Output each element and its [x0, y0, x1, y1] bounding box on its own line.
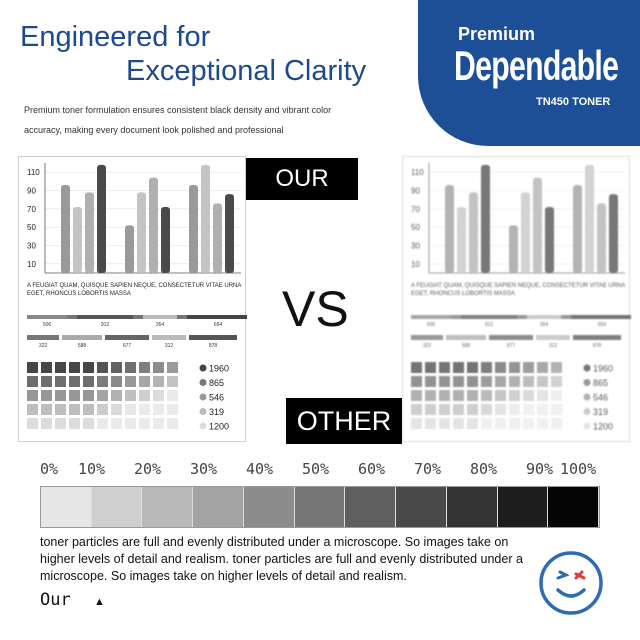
swatch-cell	[425, 362, 436, 373]
swatch-cell	[495, 362, 506, 373]
swatch-cell	[551, 418, 562, 429]
brand-name: Dependable	[454, 42, 619, 89]
swatch-cell	[97, 418, 108, 429]
swatch-cell	[509, 390, 520, 401]
swatch-cell	[509, 404, 520, 415]
percent-label: 30%	[190, 460, 218, 478]
progress-segment	[187, 315, 247, 319]
gray-swatch	[244, 487, 295, 527]
chart-bar	[73, 207, 82, 273]
swatch-cell	[41, 376, 52, 387]
swatch-cell	[509, 376, 520, 387]
swatch-cell	[495, 418, 506, 429]
swatch-cell	[111, 418, 122, 429]
legend-label: 546	[593, 392, 609, 403]
swatch-cell	[481, 418, 492, 429]
progress-segment	[27, 335, 59, 340]
legend-label: 1960	[209, 363, 230, 374]
swatch-cell	[111, 376, 122, 387]
swatch-cell	[411, 390, 422, 401]
brand-model: TN450 TONER	[536, 96, 611, 108]
swatch-cell	[27, 390, 38, 401]
swatch-cell	[467, 418, 478, 429]
segment-label: 912	[484, 322, 494, 328]
chart-bar	[545, 207, 554, 273]
segment-label: 312	[164, 343, 174, 349]
brand-premium: Premium	[458, 24, 536, 44]
swatch-cell	[55, 404, 66, 415]
swatch-cell	[551, 390, 562, 401]
our-print-sample	[18, 156, 246, 442]
progress-segment	[461, 315, 517, 319]
legend-label: 546	[209, 392, 225, 403]
print-sample-graphic	[403, 157, 631, 443]
chart-bar	[597, 203, 606, 273]
segment-label: 588	[461, 343, 471, 349]
sample-caption: A FEUGIAT QUAM, QUISQUE SAPIEN NEQUE, CONSECTETUR VITAE URNA EGET, RHONCUS LOBORTIS MASSA	[411, 283, 626, 297]
swatch-cell	[111, 390, 122, 401]
swatch-cell	[439, 376, 450, 387]
percent-label: 100%	[560, 460, 597, 478]
swatch-cell	[467, 390, 478, 401]
swatch-cell	[523, 404, 534, 415]
swatch-cell	[481, 362, 492, 373]
swatch-cell	[481, 390, 492, 401]
swatch-cell	[523, 362, 534, 373]
chart-bar	[201, 165, 210, 273]
percent-label: 40%	[246, 460, 274, 478]
swatch-cell	[523, 390, 534, 401]
headline	[20, 20, 400, 88]
y-tick-label: 70	[411, 204, 420, 214]
swatch-cell	[439, 404, 450, 415]
swatch-cell	[495, 376, 506, 387]
progress-segment	[536, 335, 570, 340]
description: toner particles are full and evenly distributed under a microscope. So images take on higher levels of detail and realism. toner particles are full and evenly distributed under a microscope. So images take on higher levels of detail and realism.	[40, 535, 523, 583]
swatch-cell	[537, 418, 548, 429]
subtext: Premium toner formulation ensures consistent black density and vibrant color accuracy, making every document look polished and professional	[24, 105, 332, 135]
swatch-cell	[167, 390, 178, 401]
chart-bar	[125, 225, 134, 273]
swatch-cell	[167, 404, 178, 415]
swatch-cell	[153, 390, 164, 401]
swatch-cell	[69, 362, 80, 373]
swatch-cell	[55, 418, 66, 429]
segment-label: 322	[38, 343, 48, 349]
swatch-cell	[83, 418, 94, 429]
segment-label: 654	[213, 322, 223, 328]
percent-labels	[40, 460, 600, 480]
swatch-cell	[467, 404, 478, 415]
gray-swatch	[295, 487, 346, 527]
swatch-cell	[97, 404, 108, 415]
legend-label: 319	[209, 407, 225, 417]
chart-bar	[469, 192, 478, 273]
progress-segment	[27, 315, 67, 319]
swatch-cell	[481, 376, 492, 387]
chart-bar	[509, 225, 518, 273]
swatch-cell	[41, 390, 52, 401]
chart-bar	[97, 165, 106, 273]
swatch-cell	[453, 376, 464, 387]
y-tick-label: 110	[411, 168, 424, 178]
chart-bar	[61, 185, 70, 273]
chart-bar	[457, 207, 466, 273]
legend-dot	[200, 423, 207, 430]
y-tick-label: 90	[27, 186, 36, 196]
chart-bar	[573, 185, 582, 273]
progress-segment	[527, 315, 561, 319]
chart-bar	[521, 192, 530, 273]
segment-label: 878	[208, 343, 218, 349]
segment-label: 322	[422, 343, 432, 349]
progress-segment	[62, 335, 102, 340]
swatch-cell	[439, 390, 450, 401]
segment-label: 588	[77, 343, 87, 349]
progress-segment	[573, 335, 621, 340]
swatch-cell	[425, 418, 436, 429]
swatch-cell	[153, 418, 164, 429]
swatch-cell	[27, 376, 38, 387]
swatch-cell	[411, 404, 422, 415]
swatch-cell	[139, 376, 150, 387]
progress-segment	[411, 315, 451, 319]
segment-label: 312	[548, 343, 558, 349]
footer-our: Our	[40, 590, 71, 610]
swatch-cell	[97, 376, 108, 387]
y-tick-label: 50	[411, 223, 420, 233]
y-tick-label: 90	[411, 186, 420, 196]
y-tick-label: 10	[27, 259, 36, 269]
segment-label: 912	[100, 322, 110, 328]
y-tick-label: 110	[27, 168, 40, 178]
chart-bar	[445, 185, 454, 273]
percent-label: 80%	[470, 460, 498, 478]
progress-segment	[571, 315, 631, 319]
grayscale-strip	[40, 486, 600, 528]
swatch-cell	[411, 376, 422, 387]
swatch-cell	[69, 418, 80, 429]
swatch-cell	[509, 418, 520, 429]
swatch-cell	[495, 404, 506, 415]
swatch-cell	[453, 404, 464, 415]
gray-swatch	[447, 487, 498, 527]
swatch-cell	[551, 362, 562, 373]
percent-label: 0%	[40, 460, 59, 478]
swatch-cell	[27, 362, 38, 373]
swatch-cell	[69, 390, 80, 401]
legend-dot	[200, 394, 207, 401]
swatch-cell	[83, 404, 94, 415]
legend-dot	[584, 394, 591, 401]
y-tick-label: 30	[411, 241, 420, 251]
swatch-cell	[153, 376, 164, 387]
swatch-cell	[495, 390, 506, 401]
caret-icon: ▲	[94, 596, 105, 608]
chart-bar	[137, 192, 146, 273]
legend-label: 865	[593, 378, 609, 388]
legend-label: 1960	[593, 363, 614, 374]
swatch-cell	[509, 362, 520, 373]
gray-swatch	[142, 487, 193, 527]
chart-bar	[161, 207, 170, 273]
y-tick-label: 10	[411, 259, 420, 269]
headline-line-2: Exceptional Clarity	[126, 55, 367, 87]
swatch-cell	[167, 418, 178, 429]
percent-label: 60%	[358, 460, 386, 478]
chart-bar	[609, 194, 618, 273]
swatch-cell	[41, 418, 52, 429]
chart-bar	[481, 165, 490, 273]
progress-segment	[152, 335, 186, 340]
progress-segment	[411, 335, 443, 340]
swatch-cell	[551, 376, 562, 387]
segment-label: 677	[506, 343, 516, 349]
vs-label: VS	[282, 281, 349, 337]
swatch-cell	[83, 376, 94, 387]
gray-swatch	[41, 487, 92, 527]
swatch-cell	[537, 362, 548, 373]
swatch-cell	[27, 418, 38, 429]
swatch-cell	[537, 376, 548, 387]
chart-bar	[189, 185, 198, 273]
progress-segment	[189, 335, 237, 340]
swatch-cell	[523, 418, 534, 429]
swatch-cell	[153, 404, 164, 415]
gray-swatch	[396, 487, 447, 527]
y-tick-label: 70	[27, 204, 36, 214]
swatch-cell	[69, 376, 80, 387]
swatch-cell	[83, 390, 94, 401]
percent-label: 10%	[78, 460, 106, 478]
percent-label: 20%	[134, 460, 162, 478]
swatch-cell	[69, 404, 80, 415]
legend-label: 319	[593, 407, 609, 417]
progress-segment	[77, 315, 133, 319]
swatch-cell	[41, 404, 52, 415]
percent-label: 70%	[414, 460, 442, 478]
segment-label: 354	[155, 322, 165, 328]
y-tick-label: 30	[27, 241, 36, 251]
segment-label: 677	[122, 343, 132, 349]
swatch-cell	[125, 418, 136, 429]
swatch-cell	[453, 390, 464, 401]
swatch-cell	[153, 362, 164, 373]
y-tick-label: 50	[27, 223, 36, 233]
swatch-cell	[125, 362, 136, 373]
swatch-cell	[125, 390, 136, 401]
swatch-cell	[139, 390, 150, 401]
swatch-cell	[125, 376, 136, 387]
swatch-cell	[411, 362, 422, 373]
swatch-cell	[467, 362, 478, 373]
swatch-cell	[439, 362, 450, 373]
swatch-cell	[41, 362, 52, 373]
chart-bar	[585, 165, 594, 273]
swatch-cell	[167, 376, 178, 387]
swatch-cell	[27, 404, 38, 415]
gray-swatch	[92, 487, 143, 527]
our-label: OUR	[246, 158, 358, 200]
segment-label: 354	[539, 322, 549, 328]
progress-segment	[489, 335, 533, 340]
legend-label: 1200	[209, 421, 230, 432]
chart-bar	[225, 194, 234, 273]
progress-segment	[143, 315, 177, 319]
swatch-cell	[537, 404, 548, 415]
swatch-cell	[411, 418, 422, 429]
swatch-cell	[425, 376, 436, 387]
swatch-cell	[139, 362, 150, 373]
swatch-cell	[139, 418, 150, 429]
legend-dot	[584, 365, 591, 372]
headline-line-1: Engineered for	[20, 21, 211, 53]
swatch-cell	[55, 376, 66, 387]
swatch-cell	[439, 418, 450, 429]
other-label: OTHER	[286, 398, 402, 444]
swatch-cell	[167, 362, 178, 373]
sample-caption: A FEUGIAT QUAM, QUISQUE SAPIEN NEQUE, CONSECTETUR VITAE URNA EGET, RHONCUS LOBORTIS MASSA	[27, 283, 242, 297]
swatch-cell	[551, 404, 562, 415]
swatch-cell	[523, 376, 534, 387]
swatch-cell	[97, 390, 108, 401]
swatch-cell	[425, 404, 436, 415]
percent-label: 90%	[526, 460, 554, 478]
progress-segment	[446, 335, 486, 340]
chart-bar	[533, 178, 542, 273]
smiley-face-icon	[536, 548, 606, 618]
legend-dot	[584, 379, 591, 386]
print-sample-graphic	[19, 157, 247, 443]
legend-dot	[200, 365, 207, 372]
swatch-cell	[55, 362, 66, 373]
other-print-sample	[402, 156, 630, 442]
swatch-cell	[83, 362, 94, 373]
swatch-cell	[481, 404, 492, 415]
legend-dot	[584, 423, 591, 430]
swatch-cell	[55, 390, 66, 401]
gray-swatch	[193, 487, 244, 527]
gray-swatch	[548, 487, 599, 527]
swatch-cell	[537, 390, 548, 401]
segment-label: 654	[597, 322, 607, 328]
chart-bar	[85, 192, 94, 273]
swatch-cell	[453, 362, 464, 373]
swatch-cell	[111, 404, 122, 415]
segment-label: 506	[426, 322, 436, 328]
gray-swatch	[498, 487, 549, 527]
swatch-cell	[97, 362, 108, 373]
swatch-cell	[425, 390, 436, 401]
segment-label: 878	[592, 343, 602, 349]
gray-swatch	[345, 487, 396, 527]
swatch-cell	[125, 404, 136, 415]
swatch-cell	[453, 418, 464, 429]
brand-badge	[418, 0, 640, 146]
swatch-cell	[111, 362, 122, 373]
legend-dot	[584, 408, 591, 415]
swatch-cell	[467, 376, 478, 387]
percent-label: 50%	[302, 460, 330, 478]
legend-label: 1200	[593, 421, 614, 432]
segment-label: 506	[42, 322, 52, 328]
legend-dot	[200, 408, 207, 415]
legend-label: 865	[209, 378, 225, 388]
swatch-cell	[139, 404, 150, 415]
chart-bar	[149, 178, 158, 273]
progress-segment	[105, 335, 149, 340]
chart-bar	[213, 203, 222, 273]
legend-dot	[200, 379, 207, 386]
